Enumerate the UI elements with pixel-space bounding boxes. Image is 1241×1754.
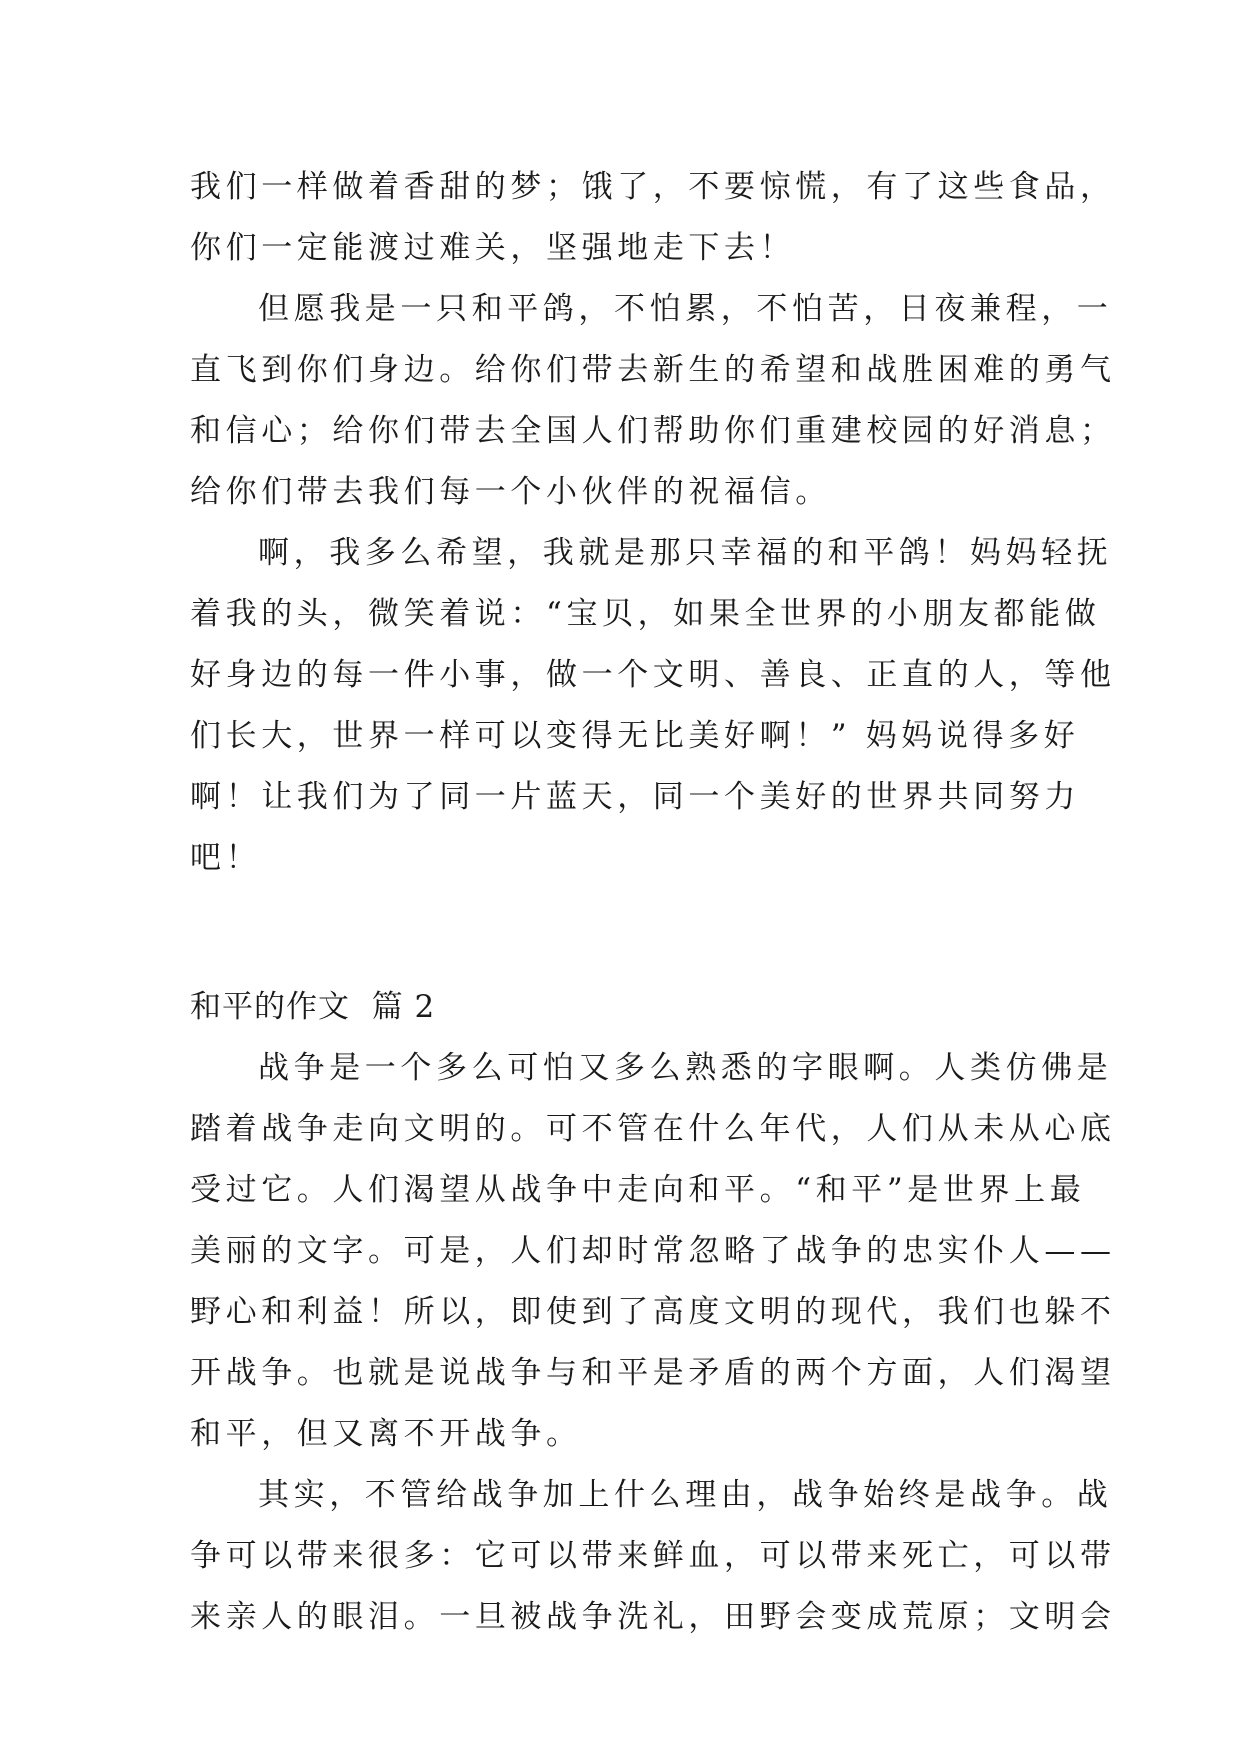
text-line: 开战争。也就是说战争与和平是矛盾的两个方面，人们渴望 <box>190 1355 1116 1391</box>
text-line: 你们一定能渡过难关，坚强地走下去！ <box>190 230 796 266</box>
text-line: 争可以带来很多：它可以带来鲜血，可以带来死亡，可以带 <box>190 1538 1116 1574</box>
section-title: 和平的作文 篇 2 <box>190 989 436 1025</box>
paragraph-1 <box>190 157 1116 279</box>
text-line: 踏着战争走向文明的。可不管在什么年代，人们从未从心底 <box>190 1111 1116 1147</box>
paragraph-4 <box>190 1038 1116 1465</box>
text-line: 给你们带去我们每一个小伙伴的祝福信。 <box>190 474 831 510</box>
text-line: 吧！ <box>190 840 262 876</box>
section-gap <box>190 889 1060 977</box>
paragraph-5 <box>190 1465 1116 1648</box>
text-line: 和信心；给你们带去全国人们帮助你们重建校园的好消息； <box>190 413 1116 449</box>
text-line: 着我的头，微笑着说：“宝贝，如果全世界的小朋友都能做 <box>190 596 1101 632</box>
text-line: 们长大，世界一样可以变得无比美好啊！” 妈妈说得多好 <box>190 718 1080 754</box>
text-line: 啊！让我们为了同一片蓝天，同一个美好的世界共同努力 <box>190 779 1080 815</box>
paragraph-3 <box>190 523 1116 889</box>
text-line: 美丽的文字。可是，人们却时常忽略了战争的忠实仆人—— <box>190 1233 1116 1269</box>
text-line: 啊，我多么希望，我就是那只幸福的和平鸽！妈妈轻抚 <box>258 535 1113 571</box>
text-line: 受过它。人们渴望从战争中走向和平。“和平”是世界上最 <box>190 1172 1086 1208</box>
text-line: 直飞到你们身边。给你们带去新生的希望和战胜困难的勇气 <box>190 352 1116 388</box>
text-line: 我们一样做着香甜的梦；饿了，不要惊慌，有了这些食品， <box>190 169 1116 205</box>
text-line: 来亲人的眼泪。一旦被战争洗礼，田野会变成荒原；文明会 <box>190 1599 1116 1635</box>
text-line: 其实，不管给战争加上什么理由，战争始终是战争。战 <box>258 1477 1113 1513</box>
paragraph-2 <box>190 279 1116 523</box>
text-line: 但愿我是一只和平鸽，不怕累，不怕苦，日夜兼程，一 <box>258 291 1113 327</box>
text-line: 和平，但又离不开战争。 <box>190 1416 582 1452</box>
text-line: 战争是一个多么可怕又多么熟悉的字眼啊。人类仿佛是 <box>258 1050 1113 1086</box>
text-line: 好身边的每一件小事，做一个文明、善良、正直的人，等他 <box>190 657 1116 693</box>
document-body <box>190 157 1116 1648</box>
text-line: 野心和利益！所以，即使到了高度文明的现代，我们也躲不 <box>190 1294 1116 1330</box>
